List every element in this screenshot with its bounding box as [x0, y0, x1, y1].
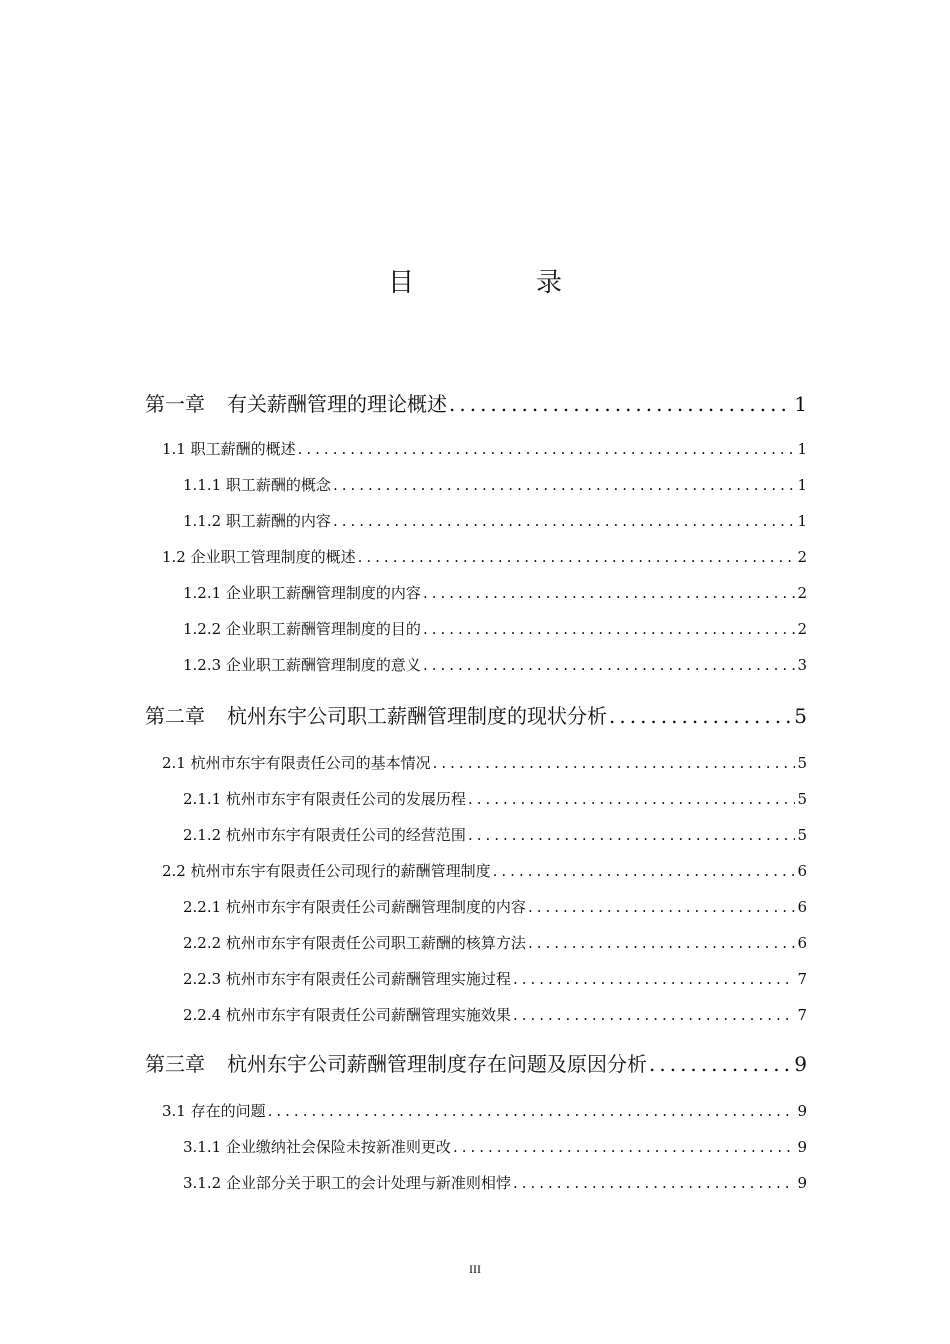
- toc-subsection-entry: [183, 474, 807, 495]
- toc-section-entry: [162, 546, 807, 567]
- dot-leader: [449, 392, 792, 416]
- toc-subsection-entry: [183, 896, 807, 917]
- toc-entry-title: 2.1.2 杭州市东宇有限责任公司的经营范围: [183, 826, 466, 844]
- toc-entry-title: 2.2.3 杭州市东宇有限责任公司薪酬管理实施过程: [183, 970, 511, 988]
- dot-leader: [493, 862, 796, 880]
- chapter-title: 杭州东宇公司职工薪酬管理制度的现状分析: [227, 704, 607, 728]
- toc-page-number: 6: [797, 898, 807, 916]
- dot-leader: [453, 1138, 796, 1156]
- toc-page-number: 2: [797, 620, 807, 638]
- toc-entry-title: 1.1 职工薪酬的概述: [162, 440, 296, 458]
- toc-entry-title: [145, 700, 607, 729]
- toc-subsection-entry: [183, 510, 807, 531]
- toc-page-number: 2: [797, 548, 807, 566]
- toc-entry-title: 2.2.1 杭州市东宇有限责任公司薪酬管理制度的内容: [183, 898, 526, 916]
- dot-leader: [528, 898, 796, 916]
- toc-entry-title: 3.1.1 企业缴纳社会保险未按新准则更改: [183, 1138, 451, 1156]
- toc-subsection-entry: [183, 788, 807, 809]
- toc-page-number: 1: [797, 440, 807, 458]
- toc-entry-title: 3.1 存在的问题: [162, 1102, 266, 1120]
- toc-title: 目 录: [387, 268, 610, 298]
- toc-subsection-entry: [183, 1136, 807, 1157]
- toc-page-number: 9: [794, 1052, 807, 1076]
- toc-entry-title: 1.1.2 职工薪酬的内容: [183, 512, 331, 530]
- toc-chapter-entry: [145, 700, 807, 729]
- toc-subsection-entry: [183, 654, 807, 675]
- toc-subsection-entry: [183, 1004, 807, 1025]
- dot-leader: [333, 512, 796, 530]
- dot-leader: [423, 584, 796, 602]
- page-number: III: [469, 1262, 481, 1276]
- toc-section-entry: [162, 860, 807, 881]
- dot-leader: [358, 548, 796, 566]
- toc-page-number: 9: [797, 1102, 807, 1120]
- toc-entry-title: [145, 1048, 647, 1077]
- toc-entry-title: 1.2.2 企业职工薪酬管理制度的目的: [183, 620, 421, 638]
- toc-page-number: 9: [797, 1174, 807, 1192]
- toc-page-number: 7: [797, 970, 807, 988]
- toc-page-number: 1: [797, 512, 807, 530]
- toc-subsection-entry: [183, 582, 807, 603]
- dot-leader: [609, 704, 792, 728]
- toc-page-number: 2: [797, 584, 807, 602]
- toc-section-entry: [162, 438, 807, 459]
- chapter-label: 第三章: [145, 1052, 205, 1076]
- toc-section-entry: [162, 1100, 807, 1121]
- dot-leader: [333, 476, 796, 494]
- toc-entry-title: 1.2.1 企业职工薪酬管理制度的内容: [183, 584, 421, 602]
- chapter-label: 第二章: [145, 704, 205, 728]
- toc-page-number: 5: [797, 754, 807, 772]
- toc-subsection-entry: [183, 932, 807, 953]
- dot-leader: [528, 934, 796, 952]
- toc-entry-title: 2.1 杭州市东宇有限责任公司的基本情况: [162, 754, 431, 772]
- dot-leader: [433, 754, 796, 772]
- toc-subsection-entry: [183, 618, 807, 639]
- toc-page-number: 6: [797, 862, 807, 880]
- toc-entry-title: 3.1.2 企业部分关于职工的会计处理与新准则相悖: [183, 1174, 511, 1192]
- toc-entry-title: 2.2.4 杭州市东宇有限责任公司薪酬管理实施效果: [183, 1006, 511, 1024]
- toc-page-number: 5: [794, 704, 807, 728]
- dot-leader: [513, 970, 796, 988]
- toc-subsection-entry: [183, 968, 807, 989]
- toc-section-entry: [162, 752, 807, 773]
- chapter-title: 杭州东宇公司薪酬管理制度存在问题及原因分析: [227, 1052, 647, 1076]
- dot-leader: [298, 440, 796, 458]
- chapter-title: 有关薪酬管理的理论概述: [227, 392, 447, 416]
- dot-leader: [268, 1102, 796, 1120]
- toc-chapter-entry: [145, 388, 807, 417]
- toc-page-number: 9: [797, 1138, 807, 1156]
- toc-page-number: 5: [797, 826, 807, 844]
- toc-page-number: 1: [797, 476, 807, 494]
- toc-page-number: 6: [797, 934, 807, 952]
- toc-entry-title: 1.2 企业职工管理制度的概述: [162, 548, 356, 566]
- dot-leader: [649, 1052, 792, 1076]
- dot-leader: [468, 826, 796, 844]
- toc-page-number: 7: [797, 1006, 807, 1024]
- toc-page-number: 5: [797, 790, 807, 808]
- dot-leader: [423, 656, 796, 674]
- dot-leader: [513, 1006, 796, 1024]
- toc-subsection-entry: [183, 1172, 807, 1193]
- dot-leader: [468, 790, 796, 808]
- toc-page-number: 1: [794, 392, 807, 416]
- toc-chapter-entry: [145, 1048, 807, 1077]
- toc-entry-title: 2.1.1 杭州市东宇有限责任公司的发展历程: [183, 790, 466, 808]
- toc-entry-title: 2.2.2 杭州市东宇有限责任公司职工薪酬的核算方法: [183, 934, 526, 952]
- toc-subsection-entry: [183, 824, 807, 845]
- toc-entry-title: 1.2.3 企业职工薪酬管理制度的意义: [183, 656, 421, 674]
- dot-leader: [423, 620, 796, 638]
- dot-leader: [513, 1174, 796, 1192]
- toc-entry-title: 2.2 杭州市东宇有限责任公司现行的薪酬管理制度: [162, 862, 491, 880]
- toc-entry-title: 1.1.1 职工薪酬的概念: [183, 476, 331, 494]
- toc-entry-title: [145, 388, 447, 417]
- toc-page-number: 3: [797, 656, 807, 674]
- chapter-label: 第一章: [145, 392, 205, 416]
